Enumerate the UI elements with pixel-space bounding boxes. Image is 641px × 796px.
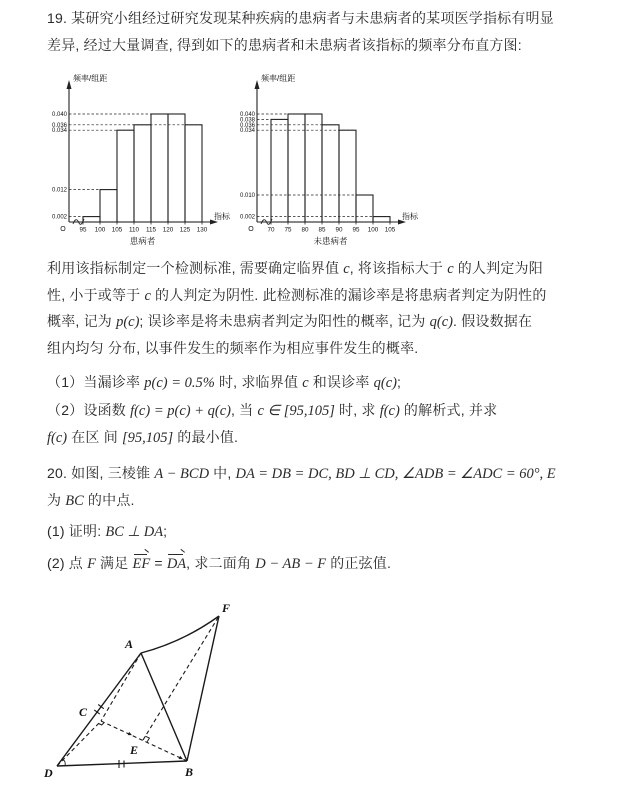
math-expression: p(c) = 0.5% xyxy=(144,375,215,391)
text-run: 时, 求 xyxy=(334,402,380,418)
x-tick-label: 110 xyxy=(128,226,140,234)
text-run: 中, xyxy=(209,465,236,481)
y-tick-label: 0.036 xyxy=(51,122,67,129)
text-run: ; xyxy=(397,374,402,390)
x-tick-label: 130 xyxy=(196,226,208,234)
text-run: 和误诊率 xyxy=(308,374,374,390)
q19-part2-line-1 xyxy=(47,400,497,420)
math-expression: c xyxy=(447,261,454,277)
math-expression: c xyxy=(302,375,309,391)
bar xyxy=(271,119,288,222)
text-run: （2）设函数 xyxy=(47,402,131,418)
math-expression: q(c) xyxy=(429,314,454,330)
x-tick-label: 100 xyxy=(94,226,106,234)
vertex-label-D: D xyxy=(44,766,53,780)
math-expression: EF xyxy=(132,556,151,572)
q20-part1-line-1 xyxy=(47,521,167,541)
x-tick-label: 95 xyxy=(79,226,87,234)
math-expression: c xyxy=(343,261,350,277)
x-axis-title: 指标 xyxy=(402,212,418,221)
q19-body-line-3 xyxy=(47,311,532,331)
y-axis-title: 频率/组距 xyxy=(261,74,296,83)
y-tick-label: 0.040 xyxy=(239,112,255,118)
text-run: 性, 小于或等于 xyxy=(47,286,145,303)
math-expression: A − BCD xyxy=(154,466,210,482)
bar xyxy=(134,125,151,222)
math-expression: c xyxy=(144,287,151,304)
x-tick-label: 105 xyxy=(111,226,123,234)
text-run: (1) 证明: xyxy=(47,523,106,539)
text-run: 为 xyxy=(47,492,66,508)
y-tick-label: 0.012 xyxy=(51,187,67,194)
bar xyxy=(83,217,100,222)
text-run: 的中点. xyxy=(83,492,135,508)
text-run: 的人判定为阴性. 此检测标准的漏诊率是将患病者判定为阴性的 xyxy=(150,286,547,303)
q19-part1-line-1 xyxy=(47,372,401,392)
math-expression: f(c) = p(c) + q(c) xyxy=(130,403,231,419)
q19-part2-line-2 xyxy=(47,427,238,447)
segment-EF xyxy=(143,616,219,740)
y-tick-label: 0.038 xyxy=(239,117,255,124)
text-run: , 当 xyxy=(230,402,258,418)
histogram-non-patients xyxy=(233,70,425,252)
text-run: 的正弦值. xyxy=(326,555,392,571)
x-tick-label: 105 xyxy=(384,226,396,234)
y-axis-arrow xyxy=(67,80,72,89)
y-tick-label: 0.002 xyxy=(239,214,255,221)
vertex-label-F: F xyxy=(222,601,231,615)
q20-part2-line-1 xyxy=(47,553,391,573)
text-run: 19. 某研究小组经过研究发现某种疾病的患病者与未患病者的某项医学指标有明显 xyxy=(47,10,554,26)
bar xyxy=(356,195,373,222)
math-expression: c ∈ [95,105] xyxy=(257,403,335,419)
math-expression: BC ⊥ DA xyxy=(105,524,164,540)
y-axis-title: 频率/组距 xyxy=(73,74,108,83)
text-run: . 假设数据在 xyxy=(453,313,533,329)
y-tick-label: 0.034 xyxy=(51,128,67,135)
y-tick-label: 0.036 xyxy=(239,122,255,129)
bar xyxy=(185,125,202,222)
bar xyxy=(100,190,117,222)
bar xyxy=(151,114,168,222)
q19-body-line-1 xyxy=(47,258,543,278)
histogram-patients xyxy=(45,70,237,252)
text-run: 20. 如图, 三棱锥 xyxy=(47,465,155,481)
math-expression: DA = DB = DC, BD ⊥ CD, ∠ADB = ∠ADC = 60°, E xyxy=(235,466,556,482)
bar xyxy=(117,130,134,222)
origin-label: O xyxy=(60,226,66,233)
edge-AF xyxy=(141,616,219,653)
x-axis-title: 指标 xyxy=(214,212,230,221)
x-tick-label: 75 xyxy=(284,226,292,234)
math-expression: BC xyxy=(65,493,84,509)
right-angle-mark-C xyxy=(99,723,105,726)
text-run: = xyxy=(150,555,167,571)
text-run: ; 误诊率是将未患病者判定为阳性的概率, 记为 xyxy=(139,313,430,329)
y-tick-label: 0.034 xyxy=(239,128,255,135)
x-tick-label: 95 xyxy=(352,226,360,234)
text-run: 的人判定为阳 xyxy=(453,260,543,276)
x-tick-label: 70 xyxy=(267,226,275,234)
q19-intro-line-1 xyxy=(47,8,554,28)
q20-intro-line-1 xyxy=(47,463,556,483)
vertex-label-E: E xyxy=(129,743,139,757)
tetrahedron-figure xyxy=(33,596,268,796)
text-run: 时, 求临界值 xyxy=(214,374,303,390)
math-expression: D − AB − F xyxy=(255,556,327,572)
y-tick-label: 0.010 xyxy=(239,193,255,199)
q20-intro-line-2 xyxy=(47,490,135,510)
bar xyxy=(322,125,339,222)
x-tick-label: 100 xyxy=(367,226,379,234)
chart-title: 未患病者 xyxy=(313,236,348,246)
vertex-label-C: C xyxy=(78,705,87,719)
text-run: , 求二面角 xyxy=(186,555,256,571)
right-angle-mark-E xyxy=(145,736,149,742)
text-run: 差异, 经过大量调查, 得到如下的患病者和未患病者该指标的频率分布直方图: xyxy=(47,37,522,53)
bar xyxy=(168,114,185,222)
x-tick-label: 125 xyxy=(179,226,191,234)
math-expression: F xyxy=(87,556,96,572)
q19-body-line-4 xyxy=(47,338,418,358)
text-run: 在区 间 xyxy=(67,429,122,445)
text-run: 组内均匀 分布, 以事件发生的频率作为相应事件发生的概率. xyxy=(47,339,419,356)
bar xyxy=(339,130,356,222)
edge-DB xyxy=(57,761,187,766)
text-run: 利用该指标制定一个检测标准, 需要确定临界值 xyxy=(47,260,344,276)
math-expression: DA xyxy=(166,556,187,572)
text-run: 的最小值. xyxy=(173,429,239,445)
chart-title: 患病者 xyxy=(129,236,156,246)
text-run: 满足 xyxy=(95,555,133,571)
text-run: （1）当漏诊率 xyxy=(47,374,145,390)
vertex-label-A: A xyxy=(124,637,133,651)
x-tick-label: 120 xyxy=(162,226,174,234)
math-expression: f(c) xyxy=(47,430,68,446)
vertex-label-B: B xyxy=(185,765,194,779)
x-tick-label: 85 xyxy=(318,226,326,234)
y-axis-arrow xyxy=(255,80,260,89)
math-expression: p(c) xyxy=(116,314,140,330)
edge-CB xyxy=(101,721,187,761)
edge-AB xyxy=(141,653,187,761)
edge-DA xyxy=(57,653,141,766)
math-expression: [95,105] xyxy=(122,430,174,446)
math-expression: f(c) xyxy=(379,403,400,419)
y-tick-label: 0.040 xyxy=(51,112,67,118)
text-run: ; xyxy=(163,523,168,539)
text-run: (2) 点 xyxy=(47,555,88,571)
q19-body-line-2 xyxy=(47,285,547,305)
x-tick-label: 80 xyxy=(301,226,309,234)
math-expression: q(c) xyxy=(373,375,397,391)
q19-intro-line-2 xyxy=(47,35,522,55)
x-tick-label: 115 xyxy=(145,226,157,234)
x-tick-label: 90 xyxy=(335,226,343,234)
y-tick-label: 0.002 xyxy=(51,214,67,221)
text-run: 概率, 记为 xyxy=(47,313,117,329)
origin-label: O xyxy=(248,226,254,233)
text-run: , 将该指标大于 xyxy=(349,260,448,276)
edge-BF xyxy=(187,616,219,761)
edge-DC xyxy=(57,721,101,766)
text-run: 的解析式, 并求 xyxy=(399,402,498,418)
bar xyxy=(373,217,390,222)
edge-AC xyxy=(101,653,141,721)
